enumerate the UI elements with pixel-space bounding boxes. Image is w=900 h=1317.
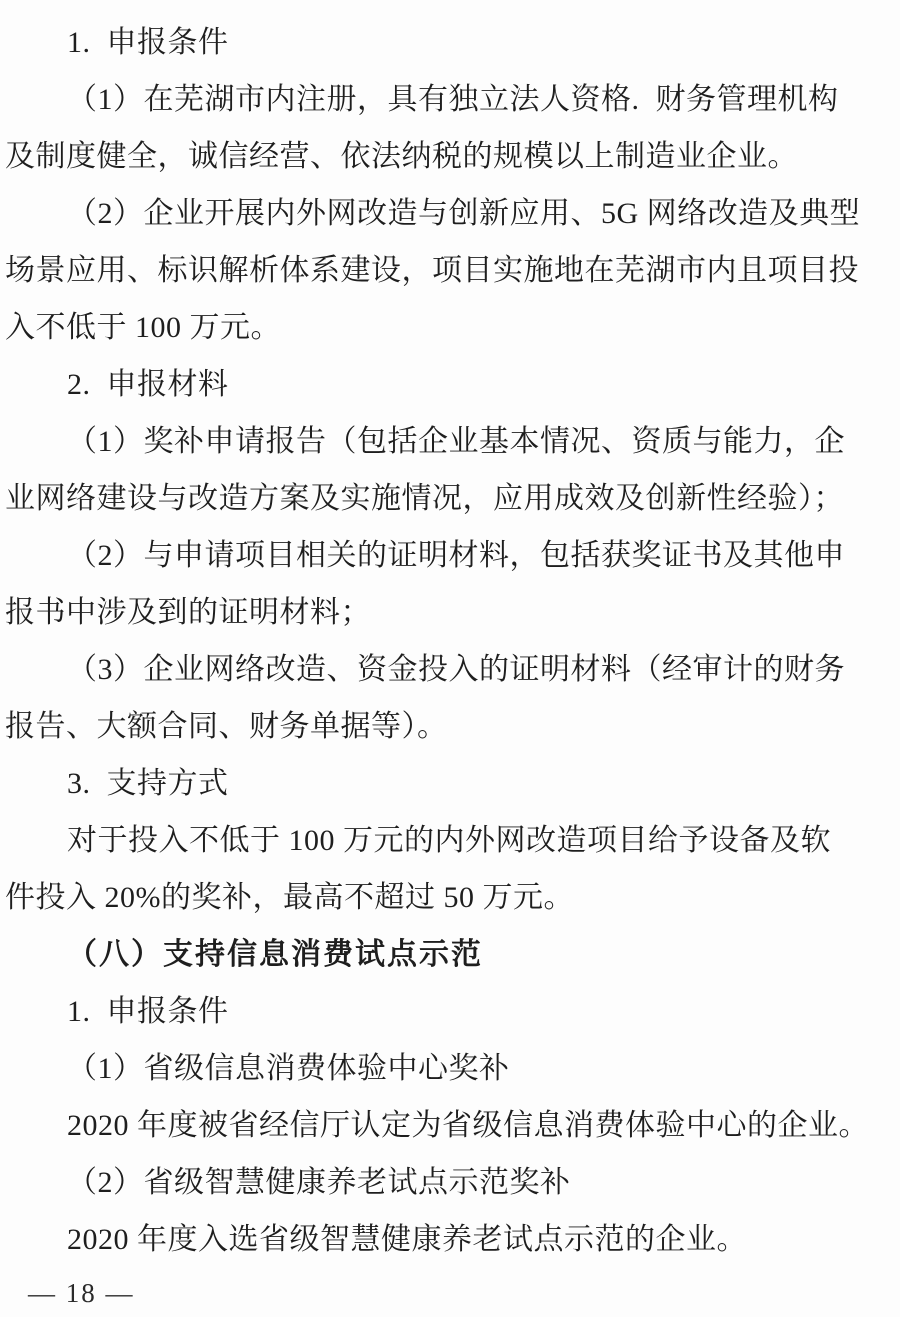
doc-line-continuation: 及制度健全，诚信经营、依法纳税的规模以上制造业企业。 xyxy=(5,140,798,173)
doc-line-numbered-item: 3. 支持方式 xyxy=(67,767,229,800)
doc-line-paragraph-start: 2020 年度入选省级智慧健康养老试点示范的企业。 xyxy=(67,1223,747,1256)
doc-line-paragraph-start: 2020 年度被省经信厅认定为省级信息消费体验中心的企业。 xyxy=(67,1109,869,1142)
doc-line-continuation: 入不低于 100 万元。 xyxy=(5,311,281,344)
doc-line-paragraph-start: （3）企业网络改造、资金投入的证明材料（经审计的财务 xyxy=(67,653,845,686)
doc-line-numbered-item: 1. 申报条件 xyxy=(67,26,229,59)
doc-line-paragraph-start: （2）与申请项目相关的证明材料，包括获奖证书及其他申 xyxy=(67,539,845,572)
doc-line-continuation: 场景应用、标识解析体系建设，项目实施地在芜湖市内且项目投 xyxy=(5,254,859,287)
doc-line-paragraph-start: （1）在芜湖市内注册，具有独立法人资格. 财务管理机构 xyxy=(67,83,839,116)
doc-line-paragraph-start: （2）企业开展内外网改造与创新应用、5G 网络改造及典型 xyxy=(67,197,861,230)
doc-line-paragraph-start: （1）奖补申请报告（包括企业基本情况、资质与能力，企 xyxy=(67,425,845,458)
section-heading: （八）支持信息消费试点示范 xyxy=(67,938,483,971)
doc-line-numbered-item: 1. 申报条件 xyxy=(67,995,229,1028)
page-number: — 18 — xyxy=(28,1278,135,1308)
doc-line-paragraph-start: （2）省级智慧健康养老试点示范奖补 xyxy=(67,1166,571,1199)
doc-line-continuation: 业网络建设与改造方案及实施情况，应用成效及创新性经验）； xyxy=(5,482,844,515)
doc-line-paragraph-start: 对于投入不低于 100 万元的内外网改造项目给予设备及软 xyxy=(67,824,831,857)
doc-line-continuation: 报书中涉及到的证明材料； xyxy=(5,596,371,629)
doc-line-continuation: 件投入 20%的奖补，最高不超过 50 万元。 xyxy=(5,881,574,914)
doc-line-numbered-item: 2. 申报材料 xyxy=(67,368,229,401)
doc-line-continuation: 报告、大额合同、财务单据等）。 xyxy=(5,710,448,743)
doc-line-paragraph-start: （1）省级信息消费体验中心奖补 xyxy=(67,1052,510,1085)
